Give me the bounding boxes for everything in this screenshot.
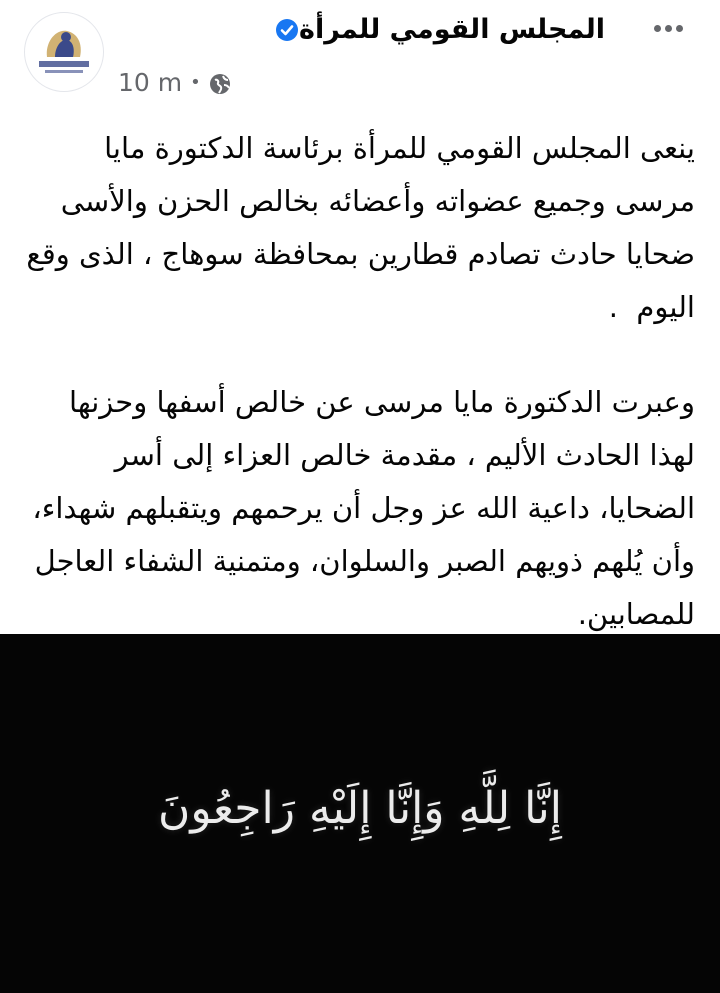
post-paragraph: ينعى المجلس القومي للمرأة برئاسة الدكتورة مايا مرسى وجميع عضواته وأعضائه بخالص الحزن والأسى ضحايا حادث تصادم قطارين بمحافظة سوهاج ، الذى وقع اليوم . bbox=[17, 131, 695, 324]
post-header bbox=[0, 0, 720, 110]
globe-icon[interactable] bbox=[209, 72, 231, 94]
post-timestamp[interactable]: 10 m bbox=[118, 68, 183, 97]
meta-separator: • bbox=[190, 72, 201, 93]
post-paragraph: وعبرت الدكتورة مايا مرسى عن خالص أسفها وحزنها لهذا الحادث الأليم ، مقدمة خالص العزاء إلى أسر الضحايا، داعية الله عز وجل أن يرحمهم ويتقبلهم شهداء، وأن يُلهم ذويهم الصبر والسلوان، ومتمنية الشفاء العاجل للمصابين. bbox=[23, 385, 695, 631]
verified-badge-icon bbox=[275, 18, 299, 42]
more-options-dot bbox=[665, 25, 672, 32]
post-image[interactable] bbox=[0, 634, 720, 993]
page-name[interactable]: المجلس القومي للمرأة bbox=[299, 14, 605, 45]
page-avatar[interactable] bbox=[24, 12, 104, 92]
image-caption: إِنَّا لِلَّهِ وَإِنَّا إِلَيْهِ رَاجِعُونَ bbox=[158, 783, 562, 834]
more-options-icon bbox=[654, 25, 661, 32]
page-name-row bbox=[267, 14, 605, 45]
post-meta bbox=[118, 68, 231, 97]
paragraph-spacer bbox=[20, 334, 695, 376]
more-options-dot bbox=[676, 25, 683, 32]
more-options-button[interactable] bbox=[640, 8, 696, 48]
post-body bbox=[17, 122, 695, 641]
logo-icon bbox=[25, 13, 103, 91]
